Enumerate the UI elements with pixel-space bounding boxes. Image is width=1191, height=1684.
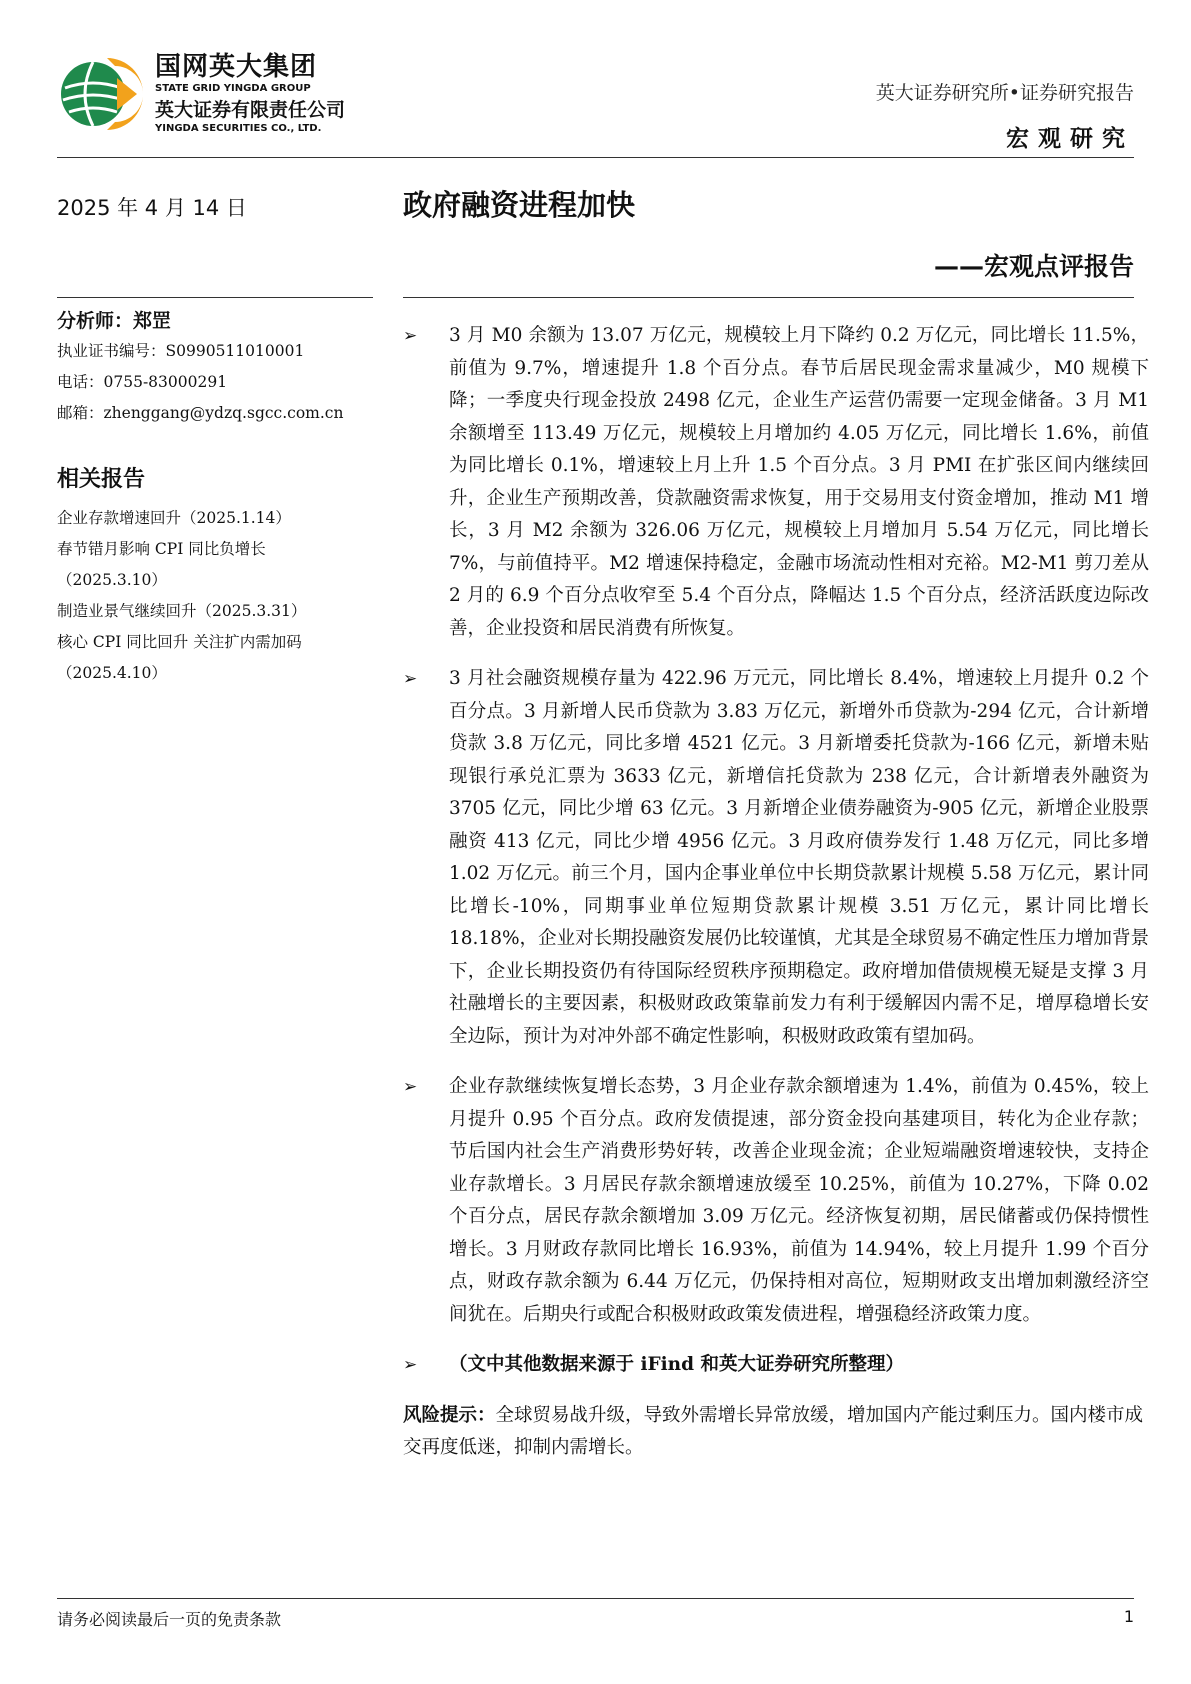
related-reports-list [57, 503, 377, 689]
company-logo [55, 48, 375, 138]
report-category: 宏观研究 [1006, 126, 1134, 152]
bullet-paragraph [403, 663, 1151, 1053]
related-report-item: 企业存款增速回升（2025.1.14） [57, 509, 291, 527]
logo-cn-top: 国网英大集团 [155, 52, 318, 82]
header-divider [57, 157, 1134, 158]
content-divider [403, 297, 1134, 298]
risk-warning [403, 1400, 1151, 1465]
footer-disclaimer: 请务必阅读最后一页的免责条款 [57, 1610, 282, 1629]
data-source-note [403, 1349, 1151, 1382]
note-text: （文中其他数据来源于 iFind 和英大证券研究所整理） [449, 1354, 904, 1375]
analyst-name: 分析师：郑罡 [57, 310, 172, 332]
arrow-bullet-icon: ➢ [403, 1077, 418, 1097]
risk-label: 风险提示： [403, 1404, 496, 1426]
institute-label: 英大证券研究所•证券研究报告 [875, 82, 1134, 104]
risk-text: 全球贸易战升级，导致外需增长异常放缓，增加国内产能过剩压力。国内楼市成交再度低迷，抑制内需增长。 [403, 1404, 1144, 1458]
main-content [403, 320, 1151, 1465]
sidebar [57, 306, 377, 689]
related-report-item: 制造业景气继续回升（2025.3.31） [57, 602, 307, 620]
email: 邮箱：zhenggang@ydzq.sgcc.com.cn [57, 404, 344, 422]
related-reports-title: 相关报告 [57, 467, 146, 492]
arrow-bullet-icon: ➢ [403, 669, 418, 689]
paragraph-text: 企业存款继续恢复增长态势，3 月企业存款余额增速为 1.4%，前值为 0.45%，较上月提升 0.95 个百分点。政府发债提速，部分资金投向基建项目，转化为企业存款；节后国内社会生产消费形势好转，改善企业现金流；企业短端融资增速较快，支持企业存款增长。3 月居民存款余额增速放缓至 10.25%，前值为 10.27%，下降 0.02 个百分点，居民存款余额增加 3.09 万亿元。经济恢复初期，居民储蓄或仍保持惯性增长。3 月财政存款同比增长 16.93%，前值为 14.94%，较上月提升 1.99 个百分点，财政存款余额为 6.44 万亿元，仍保持相对高位，短期财政支出增加刺激经济空间犹在。后期央行或配合积极财政政策发债进程，增强稳经济政策力度。 [449, 1076, 1149, 1325]
arrow-bullet-icon: ➢ [403, 326, 418, 346]
page-title: 政府融资进程加快 [403, 188, 636, 222]
logo-cn-bottom: 英大证券有限责任公司 [155, 99, 346, 121]
bullet-paragraph [403, 1071, 1151, 1331]
arrow-bullet-icon: ➢ [403, 1355, 418, 1375]
logo-en-bottom: YINGDA SECURITIES CO., LTD. [155, 123, 322, 134]
page-number: 1 [1123, 1607, 1134, 1626]
related-report-item: （2025.3.10） [57, 571, 167, 589]
report-header [876, 80, 1134, 153]
related-report-item: 春节错月影响 CPI 同比负增长 [57, 540, 266, 558]
report-date: 2025 年 4 月 14 日 [57, 196, 247, 220]
phone: 电话：0755-83000291 [57, 373, 228, 391]
page-subtitle: ——宏观点评报告 [933, 252, 1134, 281]
paragraph-text: 3 月 M0 余额为 13.07 万亿元，规模较上月下降约 0.2 万亿元，同比增长 11.5%，前值为 9.7%，增速提升 1.8 个百分点。春节后居民现金需求量减少，M0 规模下降；一季度央行现金投放 2498 亿元，企业生产运营仍需要一定现金储备。3 月 M1 余额增至 113.49 万亿元，规模较上月增加约 4.05 万亿元，同比增长 1.6%，前值为同比增长 0.1%，增速较上月上升 1.5 个百分点。3 月 PMI 在扩张区间内继续回升，企业生产预期改善，贷款融资需求恢复，用于交易用支付资金增加，推动 M1 增长，3 月 M2 余额为 326.06 万亿元，规模较上月增加月 5.54 万亿元，同比增长 7%，与前值持平。M2 增速保持稳定，金融市场流动性相对充裕。M2-M1 剪刀差从 2 月的 6.9 个百分点收窄至 5.4 个百分点，降幅达 1.5 个百分点，经济活跃度边际改善，企业投资和居民消费有所恢复。 [449, 325, 1149, 639]
logo-en-top: STATE GRID YINGDA GROUP [155, 83, 311, 94]
cert-number: 执业证书编号：S0990511010001 [57, 342, 305, 360]
paragraph-text: 3 月社会融资规模存量为 422.96 万元元，同比增长 8.4%，增速较上月提升 0.2 个百分点。3 月新增人民币贷款为 3.83 万亿元，新增外币贷款为-294 亿元，合计新增贷款 3.8 万亿元，同比多增 4521 亿元。3 月新增委托贷款为-166 亿元，新增未贴现银行承兑汇票为 3633 亿元，新增信托贷款为 238 亿元，合计新增表外融资为 3705 亿元，同比少增 63 亿元。3 月新增企业债券融资为-905 亿元，新增企业股票融资 413 亿元，同比少增 4956 亿元。3 月政府债券发行 1.48 万亿元，同比多增 1.02 万亿元。前三个月，国内企事业单位中长期贷款累计规模 5.58 万亿元，累计同比增长-10%，同期事业单位短期贷款累计规模 3.51 万亿元，累计同比增长 18.18%，企业对长期投融资发展仍比较谨慎，尤其是全球贸易不确定性压力增加背景下，企业长期投资仍有待国际经贸秩序预期稳定。政府增加借债规模无疑是支撑 3 月社融增长的主要因素，积极财政政策靠前发力有利于缓解因内需不足，增厚稳增长安全边际，预计为对冲外部不确定性影响，积极财政政策有望加码。 [449, 668, 1149, 1047]
sidebar-divider [57, 297, 373, 298]
related-report-item: 核心 CPI 同比回升 关注扩内需加码 [57, 633, 302, 651]
footer-divider [57, 1598, 1134, 1599]
globe-logo-icon [55, 48, 145, 138]
bullet-paragraph [403, 320, 1151, 645]
related-report-item: （2025.4.10） [57, 664, 167, 682]
